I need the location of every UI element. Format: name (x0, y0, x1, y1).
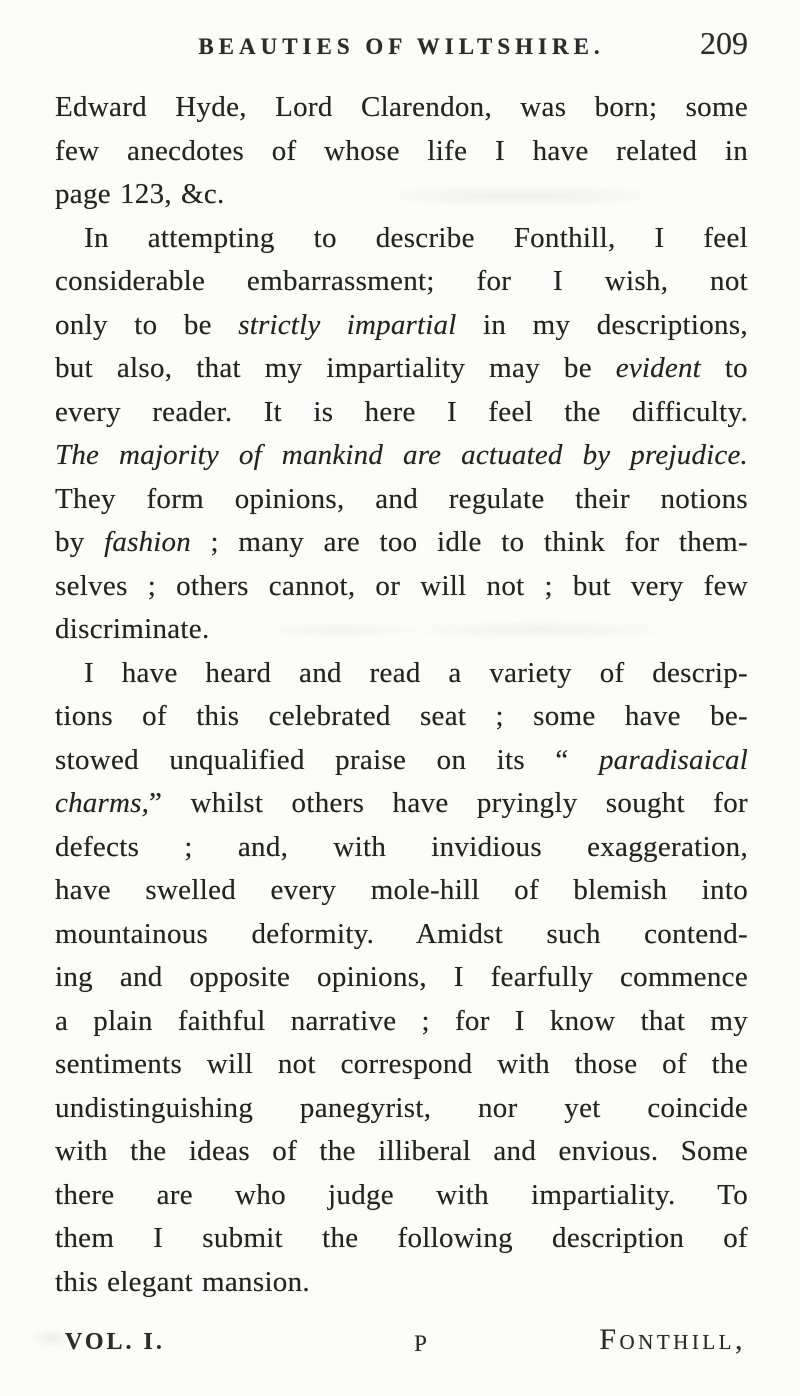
text-segment: page 123, &c. (55, 178, 225, 210)
text-segment: ” whilst others have pryingly sought for (149, 787, 748, 819)
text-line (55, 1043, 748, 1087)
text-line (55, 695, 748, 739)
text-segment: ing and opposite opinions, I fearfully commence (55, 961, 748, 993)
text-line (55, 173, 748, 217)
text-block (55, 86, 748, 1304)
text-line (55, 391, 748, 435)
text-segment: tions of this celebrated seat ; some have be- (55, 700, 748, 732)
text-segment: to (700, 352, 748, 384)
text-line (55, 434, 748, 478)
text-line (55, 869, 748, 913)
text-segment: every reader. It is here I feel the difficulty. (55, 395, 748, 428)
text-segment: only to be (55, 308, 239, 341)
catchword: Fonthill, (599, 1323, 746, 1356)
paragraph (55, 652, 748, 1305)
text-line (55, 521, 748, 565)
text-segment: discriminate. (55, 613, 210, 645)
italic-text-segment: evident (615, 352, 701, 384)
text-segment: few anecdotes of whose life I have related in (55, 134, 748, 167)
signature-mark: P (414, 1331, 427, 1356)
text-line (55, 1217, 748, 1261)
page-footer (55, 1323, 748, 1365)
text-line (55, 1261, 748, 1305)
text-line (55, 1000, 748, 1044)
text-segment: by (55, 526, 105, 558)
text-segment: there are who judge with impartiality. To (55, 1178, 748, 1211)
text-line (55, 826, 748, 870)
italic-text-segment: paradisaical (598, 743, 748, 776)
text-line (55, 130, 748, 174)
text-segment: mountainous deformity. Amidst such contend- (55, 917, 748, 950)
text-line (55, 217, 748, 261)
text-segment: ; many are too idle to think for them- (190, 526, 748, 558)
text-line (55, 739, 748, 783)
text-line (55, 478, 748, 522)
text-segment: They form opinions, and regulate their notions (55, 482, 748, 515)
italic-text-segment: fashion (104, 526, 191, 558)
text-segment: have swelled every mole-hill of blemish into (55, 874, 748, 906)
text-line (55, 1130, 748, 1174)
text-segment: I have heard and read a variety of descrip- (84, 656, 748, 689)
text-segment: In attempting to describe Fonthill, I feel (84, 221, 748, 254)
text-line (55, 1087, 748, 1131)
text-segment: with the ideas of the illiberal and envious. Some (55, 1135, 748, 1167)
text-segment: a plain faithful narrative ; for I know that my (55, 1004, 748, 1037)
text-line (55, 260, 748, 304)
text-line (55, 652, 748, 696)
running-title: BEAUTIES OF WILTSHIRE. (198, 34, 605, 59)
text-segment: sentiments will not correspond with those of the (55, 1048, 748, 1080)
text-segment: considerable embarrassment; for I wish, not (55, 265, 748, 297)
text-line (55, 913, 748, 957)
text-line (55, 608, 748, 652)
text-line (55, 86, 748, 130)
text-segment: selves ; others cannot, or will not ; but very few (55, 569, 748, 602)
text-segment: Edward Hyde, Lord Clarendon, was born; some (55, 91, 748, 123)
text-line (55, 782, 748, 826)
text-segment: undistinguishing panegyrist, nor yet coincide (55, 1091, 748, 1124)
text-line (55, 347, 748, 391)
page-number: 209 (700, 25, 748, 61)
italic-text-segment: strictly impartial (238, 308, 457, 341)
text-segment: in my descriptions, (456, 308, 748, 341)
text-segment: defects ; and, with invidious exaggeration, (55, 830, 748, 863)
paragraph (55, 86, 748, 217)
text-line (55, 1174, 748, 1218)
text-segment: stowed unqualified praise on its “ (55, 743, 599, 776)
text-segment: but also, that my impartiality may be (55, 352, 616, 384)
running-head (55, 25, 748, 64)
text-line (55, 565, 748, 609)
volume-label: VOL. I. (65, 1329, 165, 1355)
italic-text-segment: charms, (55, 787, 150, 819)
text-segment: this elegant mansion. (55, 1265, 310, 1298)
italic-text-segment: The majority of mankind are actuated by prejudice. (55, 439, 748, 471)
text-segment: them I submit the following description of (55, 1222, 748, 1254)
text-line (55, 304, 748, 348)
text-line (55, 956, 748, 1000)
paragraph (55, 217, 748, 652)
